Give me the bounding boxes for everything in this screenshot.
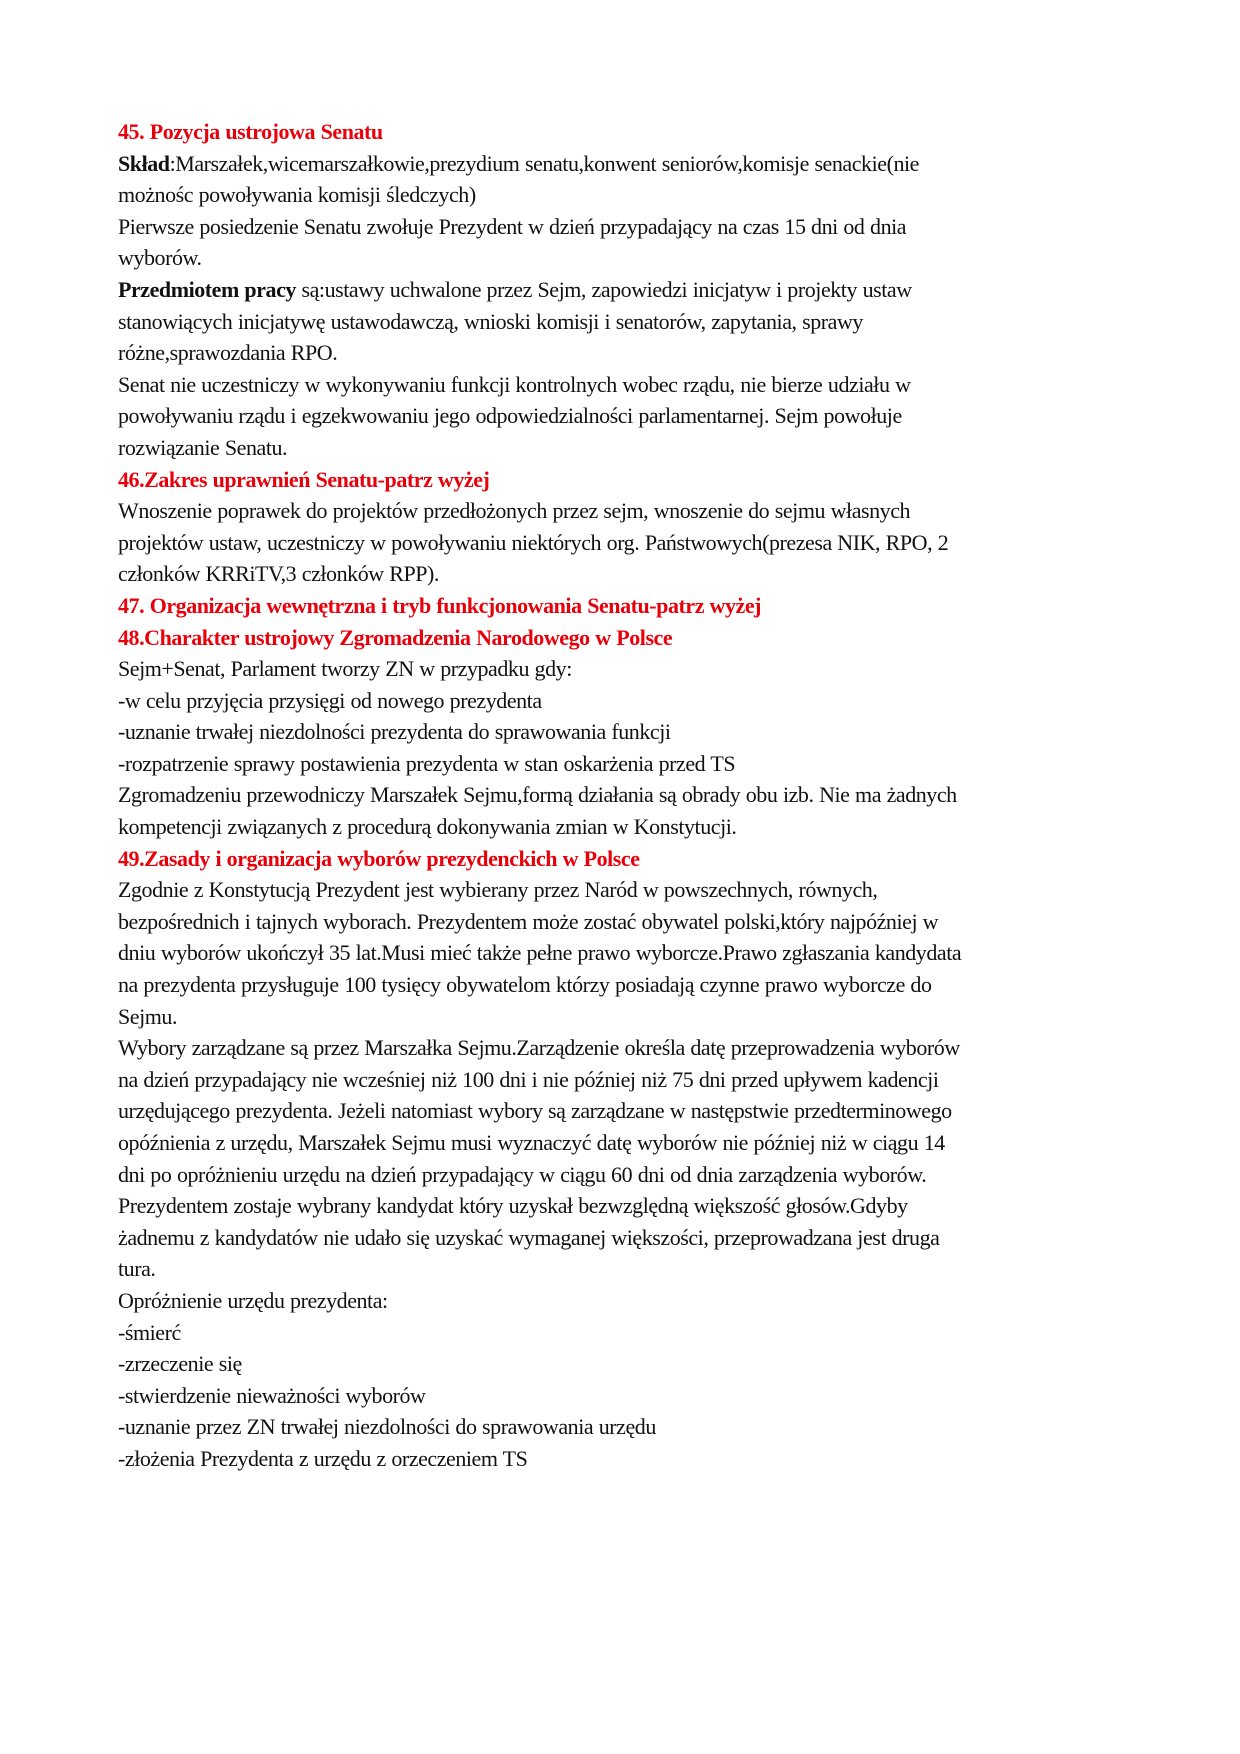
paragraph-line: projektów ustaw, uczestniczy w powoływaniu niektórych org. Państwowych(prezesa NIK, RPO, 2 xyxy=(118,529,949,555)
list-item: -rozpatrzenie sprawy postawienia prezydenta w stan oskarżenia przed TS xyxy=(118,750,736,776)
section-heading: 48.Charakter ustrojowy Zgromadzenia Narodowego w Polsce xyxy=(118,624,673,650)
section-heading: 47. Organizacja wewnętrzna i tryb funkcjonowania Senatu-patrz wyżej xyxy=(118,592,762,618)
paragraph-line: możnośc powoływania komisji śledczych) xyxy=(118,182,476,208)
paragraph-line: Sejm+Senat, Parlament tworzy ZN w przypadku gdy: xyxy=(118,656,572,682)
document-page xyxy=(118,116,1128,1475)
paragraph-line: Zgromadzeniu przewodniczy Marszałek Sejmu,formą działania są obrady obu izb. Nie ma żadnych xyxy=(118,782,957,808)
list-item: -uznanie trwałej niezdolności prezydenta do sprawowania funkcji xyxy=(118,719,671,745)
paragraph-line xyxy=(118,148,1128,180)
paragraph-line: wyborów. xyxy=(118,245,202,271)
section-48 xyxy=(118,622,1128,843)
section-47 xyxy=(118,590,1128,622)
paragraph-line: opóźnienia z urzędu, Marszałek Sejmu musi wyznaczyć datę wyborów nie później niż w ciągu 14 xyxy=(118,1130,945,1155)
paragraph-line xyxy=(118,274,1128,306)
paragraph-line: dniu wyborów ukończył 35 lat.Musi mieć także pełne prawo wyborcze.Prawo zgłaszania kandydata xyxy=(118,940,962,966)
paragraph-line: dni po opróżnieniu urzędu na dzień przypadający w ciągu 60 dni od dnia zarządzenia wyborów. xyxy=(118,1161,927,1187)
list-item: -zrzeczenie się xyxy=(118,1351,242,1377)
paragraph-line: Sejmu. xyxy=(118,1003,178,1029)
paragraph-line: Prezydentem zostaje wybrany kandydat który uzyskał bezwzględną większość głosów.Gdyby xyxy=(118,1193,908,1219)
section-46 xyxy=(118,464,1128,590)
list-item: -stwierdzenie nieważności wyborów xyxy=(118,1382,426,1408)
bold-label: Przedmiotem pracy xyxy=(118,276,296,302)
paragraph-line: Zgodnie z Konstytucją Prezydent jest wybierany przez Naród w powszechnych, równych, xyxy=(118,877,878,903)
list-item: -śmierć xyxy=(118,1319,181,1345)
paragraph-line: na prezydenta przysługuje 100 tysięcy obywatelom którzy posiadają czynne prawo wyborcze do xyxy=(118,972,932,998)
list-item: -złożenia Prezydenta z urzędu z orzeczeniem TS xyxy=(118,1445,528,1471)
list-item: -uznanie przez ZN trwałej niezdolności do sprawowania urzędu xyxy=(118,1414,656,1440)
bold-label: Skład xyxy=(118,150,170,176)
paragraph-line: kompetencji związanych z procedurą dokonywania zmian w Konstytucji. xyxy=(118,814,737,840)
section-heading: 45. Pozycja ustrojowa Senatu xyxy=(118,119,383,144)
paragraph-line: Wnoszenie poprawek do projektów przedłożonych przez sejm, wnoszenie do sejmu własnych xyxy=(118,498,911,524)
paragraph-line: bezpośrednich i tajnych wyborach. Prezydentem może zostać obywatel polski,który najpóźniej w xyxy=(118,908,939,934)
paragraph-line: stanowiących inicjatywę ustawodawczą, wnioski komisji i senatorów, zapytania, sprawy xyxy=(118,308,863,334)
section-heading: 49.Zasady i organizacja wyborów prezydenckich w Polsce xyxy=(118,845,640,871)
paragraph-line: żadnemu z kandydatów nie udało się uzyskać wymaganej większości, przeprowadzana jest druga xyxy=(118,1224,940,1250)
section-49 xyxy=(118,843,1128,1475)
paragraph-line: Senat nie uczestniczy w wykonywaniu funkcji kontrolnych wobec rządu, nie bierze udziału w xyxy=(118,371,911,397)
paragraph-line: urzędującego prezydenta. Jeżeli natomiast wybory są zarządzane w następstwie przedterminowego xyxy=(118,1098,952,1124)
paragraph-line: tura. xyxy=(118,1256,156,1282)
line-text: są:ustawy uchwalone przez Sejm, zapowiedzi inicjatyw i projekty ustaw xyxy=(295,276,912,302)
section-heading: 46.Zakres uprawnień Senatu-patrz wyżej xyxy=(118,466,490,492)
paragraph-line: powoływaniu rządu i egzekwowaniu jego odpowiedzialności parlamentarnej. Sejm powołuje xyxy=(118,403,902,429)
paragraph-line: na dzień przypadający nie wcześniej niż 100 dni i nie później niż 75 dni przed upływem kadencji xyxy=(118,1066,939,1092)
paragraph-line: Opróżnienie urzędu prezydenta: xyxy=(118,1287,388,1313)
line-text: :Marszałek,wicemarszałkowie,prezydium senatu,konwent seniorów,komisje senackie(nie xyxy=(169,150,919,176)
paragraph-line: członków KRRiTV,3 członków RPP). xyxy=(118,561,439,587)
paragraph-line: różne,sprawozdania RPO. xyxy=(118,340,338,366)
paragraph-line: Pierwsze posiedzenie Senatu zwołuje Prezydent w dzień przypadający na czas 15 dni od dnia xyxy=(118,213,907,239)
paragraph-line: rozwiązanie Senatu. xyxy=(118,434,288,460)
section-45 xyxy=(118,116,1128,464)
paragraph-line: Wybory zarządzane są przez Marszałka Sejmu.Zarządzenie określa datę przeprowadzenia wyborów xyxy=(118,1035,960,1061)
list-item: -w celu przyjęcia przysięgi od nowego prezydenta xyxy=(118,687,542,713)
